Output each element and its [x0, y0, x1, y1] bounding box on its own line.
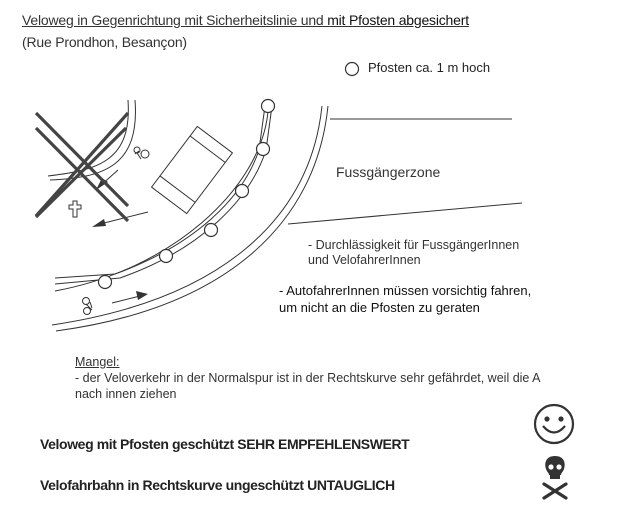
- deficiency-line-2: nach innen ziehen: [75, 387, 177, 401]
- note-permeability-line-1: - Durchlässigkeit für FussgängerInnen: [308, 238, 520, 252]
- post-3: [236, 185, 249, 198]
- car-icon: [152, 126, 233, 213]
- note-drivers-line-2: um nicht an die Pfosten zu geraten: [279, 300, 480, 315]
- skull-crossbones-icon: [540, 454, 570, 502]
- verdict-unsuitable: Velofahrbahn in Rechtskurve ungeschützt UNTAUGLICH: [40, 477, 395, 493]
- deficiency-heading: Mangel:: [75, 355, 120, 369]
- smiley-icon: [532, 402, 576, 446]
- legend-label: Pfosten ca. 1 m hoch: [368, 60, 491, 75]
- crossed-out-x: [36, 113, 128, 221]
- note-permeability-line-2: und VelofahrerInnen: [308, 253, 421, 267]
- title-part-1: Veloweg in Gegenrichtung mit Sicherheitslinie und: [22, 12, 324, 28]
- post-2: [257, 143, 270, 156]
- note-drivers: [279, 282, 531, 316]
- note-permeability: [308, 238, 519, 268]
- zone-bottom-line: [288, 203, 522, 224]
- arrow-right: [112, 296, 140, 303]
- bicycle-icon: [134, 147, 149, 159]
- deficiency-section: [75, 354, 541, 402]
- bike-lane-line-b: [55, 112, 268, 291]
- title-part-2: mit Pfosten abgesichert: [323, 12, 469, 28]
- bicycle-icon: [83, 298, 93, 315]
- post-4: [205, 224, 218, 237]
- verdict-recommended: Veloweg mit Pfosten geschützt SEHR EMPFEHLENSWERT: [40, 436, 410, 452]
- pedestrian-zone-label: Fussgängerzone: [336, 164, 441, 180]
- post-5: [160, 250, 173, 263]
- cross-icon: [69, 201, 81, 217]
- location-subtitle: (Rue Prondhon, Besançon): [22, 34, 187, 50]
- deficiency-line-1: - der Veloverkehr in der Normalspur ist in der Rechtskurve sehr gefährdet, weil die A: [75, 371, 541, 385]
- note-drivers-line-1: - AutofahrerInnen müssen vorsichtig fahren,: [279, 283, 532, 298]
- post-1: [262, 100, 275, 113]
- post-6: [99, 276, 112, 289]
